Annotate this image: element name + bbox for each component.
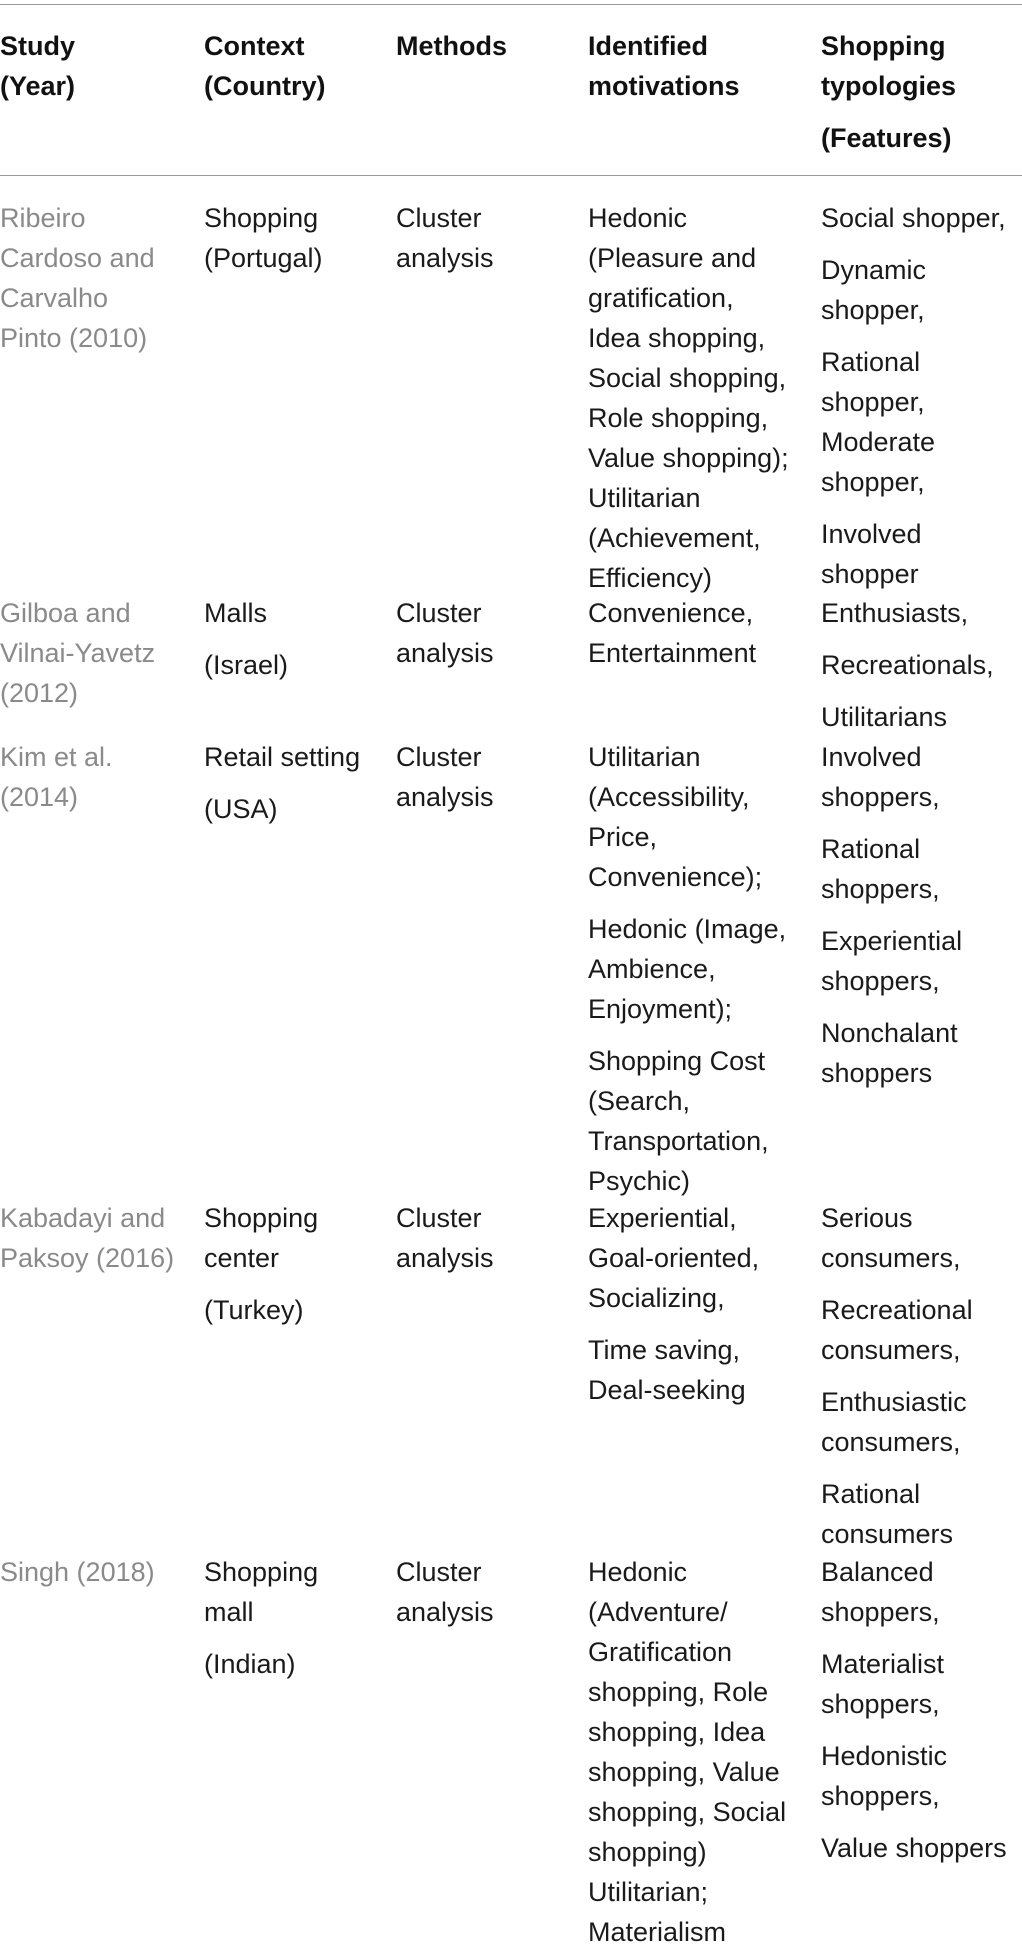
row3-study: Kim et al. (2014) bbox=[0, 742, 113, 812]
row4-context: Shopping center (Turkey) bbox=[204, 1203, 319, 1325]
row3-motivations: Utilitarian (Accessibility, Price, Convenience); Hedonic (Image, Ambience, Enjoyment); Shopping Cost (Search, Transportation, Psychic) bbox=[588, 742, 787, 1196]
row3-typologies: Involved shoppers, Rational shoppers, Experiential shoppers, Nonchalant shoppers bbox=[821, 742, 963, 1088]
row1-motivations: Hedonic (Pleasure and gratification, Idea shopping, Social shopping, Role shopping, Value shopping); Utilitarian (Achievement, Efficiency) bbox=[588, 203, 789, 593]
header-bottom-rule bbox=[0, 175, 1022, 176]
row1-context: Shopping (Portugal) bbox=[204, 203, 323, 273]
row1-study: Ribeiro Cardoso and Carvalho Pinto (2010) bbox=[0, 203, 155, 353]
row4-motivations: Experiential, Goal-oriented, Socializing, Time saving, Deal-seeking bbox=[588, 1203, 760, 1405]
row4-study: Kabadayi and Paksoy (2016) bbox=[0, 1203, 175, 1273]
row1-typologies: Social shopper, Dynamic shopper, Rational shopper, Moderate shopper, Involved shopper bbox=[821, 203, 1006, 589]
row2-study: Gilboa and Vilnai-Yavetz (2012) bbox=[0, 598, 156, 708]
table-top-rule bbox=[0, 4, 1022, 5]
header-methods: Methods bbox=[396, 31, 507, 61]
row5-methods: Cluster analysis bbox=[396, 1557, 494, 1627]
header-motivations: Identified motivations bbox=[588, 31, 740, 101]
row2-motivations: Convenience, Entertainment bbox=[588, 598, 757, 668]
header-typologies: Shopping typologies (Features) bbox=[821, 31, 957, 153]
row4-typologies: Serious consumers, Recreational consumers, Enthusiastic consumers, Rational consumers bbox=[821, 1203, 973, 1549]
row5-study: Singh (2018) bbox=[0, 1557, 155, 1587]
row2-methods: Cluster analysis bbox=[396, 598, 494, 668]
row1-methods: Cluster analysis bbox=[396, 203, 494, 273]
row5-typologies: Balanced shoppers, Materialist shoppers, Hedonistic shoppers, Value shoppers bbox=[821, 1557, 1007, 1863]
row3-methods: Cluster analysis bbox=[396, 742, 494, 812]
header-context: Context (Country) bbox=[204, 31, 326, 101]
row5-context: Shopping mall (Indian) bbox=[204, 1557, 319, 1679]
row3-context: Retail setting (USA) bbox=[204, 742, 361, 824]
row4-methods: Cluster analysis bbox=[396, 1203, 494, 1273]
header-study: Study (Year) bbox=[0, 31, 76, 101]
row2-context: Malls (Israel) bbox=[204, 598, 289, 680]
row2-typologies: Enthusiasts, Recreationals, Utilitarians bbox=[821, 598, 994, 732]
row5-motivations: Hedonic (Adventure/ Gratification shopping, Role shopping, Idea shopping, Value shopping, Social shopping) Utilitarian; Materialism bbox=[588, 1557, 787, 1947]
